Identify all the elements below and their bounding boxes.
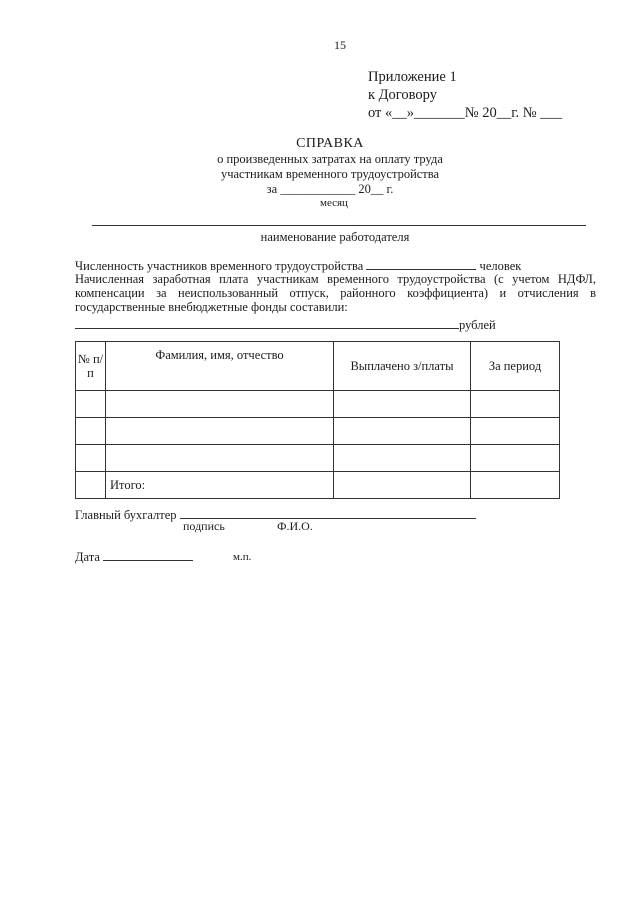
salary-sum-unit: рублей: [459, 318, 496, 332]
document-subtitle-line2: участникам временного трудоустройства: [220, 167, 440, 181]
table-row: [76, 391, 560, 418]
salary-sum-blank: [75, 317, 459, 329]
full-name-blank: [304, 507, 476, 519]
chief-accountant-label: Главный бухгалтер: [75, 508, 177, 522]
salary-text-line2: компенсации за неиспользованный отпуск, районного коэффициента) и отчисления в: [75, 286, 596, 300]
table-total-row: [76, 472, 560, 499]
document-title: СПРАВКА: [296, 136, 364, 151]
page-number: 15: [334, 38, 346, 52]
salary-text-line3: государственные внебюджетные фонды составили:: [75, 300, 348, 314]
document-subtitle-line1: о произведенных затратах на оплату труда: [217, 152, 443, 166]
header-full-name: Фамилия, имя, отчество: [106, 342, 334, 391]
month-caption: месяц: [320, 197, 348, 209]
participants-table: [75, 341, 560, 499]
table-row: [76, 418, 560, 445]
full-name-caption: Ф.И.О.: [277, 519, 313, 533]
header-salary-paid: Выплачено з/платы: [334, 342, 471, 391]
header-period: За период: [471, 342, 560, 391]
signature-blank: [180, 507, 304, 519]
total-label: Итого:: [106, 472, 334, 499]
chief-accountant-row: [75, 507, 476, 523]
stamp-place-label: м.п.: [233, 551, 252, 563]
annex-contract-date: от «__»_______№ 20__г. № ___: [368, 105, 563, 121]
participant-count-blank: [366, 258, 476, 270]
salary-sum-row: [75, 317, 496, 333]
table-header-row: [76, 342, 560, 391]
date-row: [75, 549, 193, 565]
annex-contract-ref: к Договору: [368, 87, 437, 103]
signature-caption: подпись: [183, 519, 225, 533]
table-row: [76, 445, 560, 472]
header-number: № п/п: [76, 342, 106, 391]
date-blank: [103, 549, 193, 561]
employer-name-line: [92, 225, 586, 226]
employer-caption: наименование работодателя: [260, 230, 410, 244]
report-period-field: за ____________ 20__ г.: [266, 182, 394, 196]
salary-text-line1: Начисленная заработная плата участникам временного трудоустройства (с учетом НДФЛ,: [75, 272, 596, 286]
annex-title: Приложение 1: [368, 69, 457, 85]
participant-count-label: Численность участников временного трудоустройства: [75, 259, 364, 273]
participant-count-unit: человек: [479, 259, 522, 273]
date-label: Дата: [75, 550, 100, 564]
